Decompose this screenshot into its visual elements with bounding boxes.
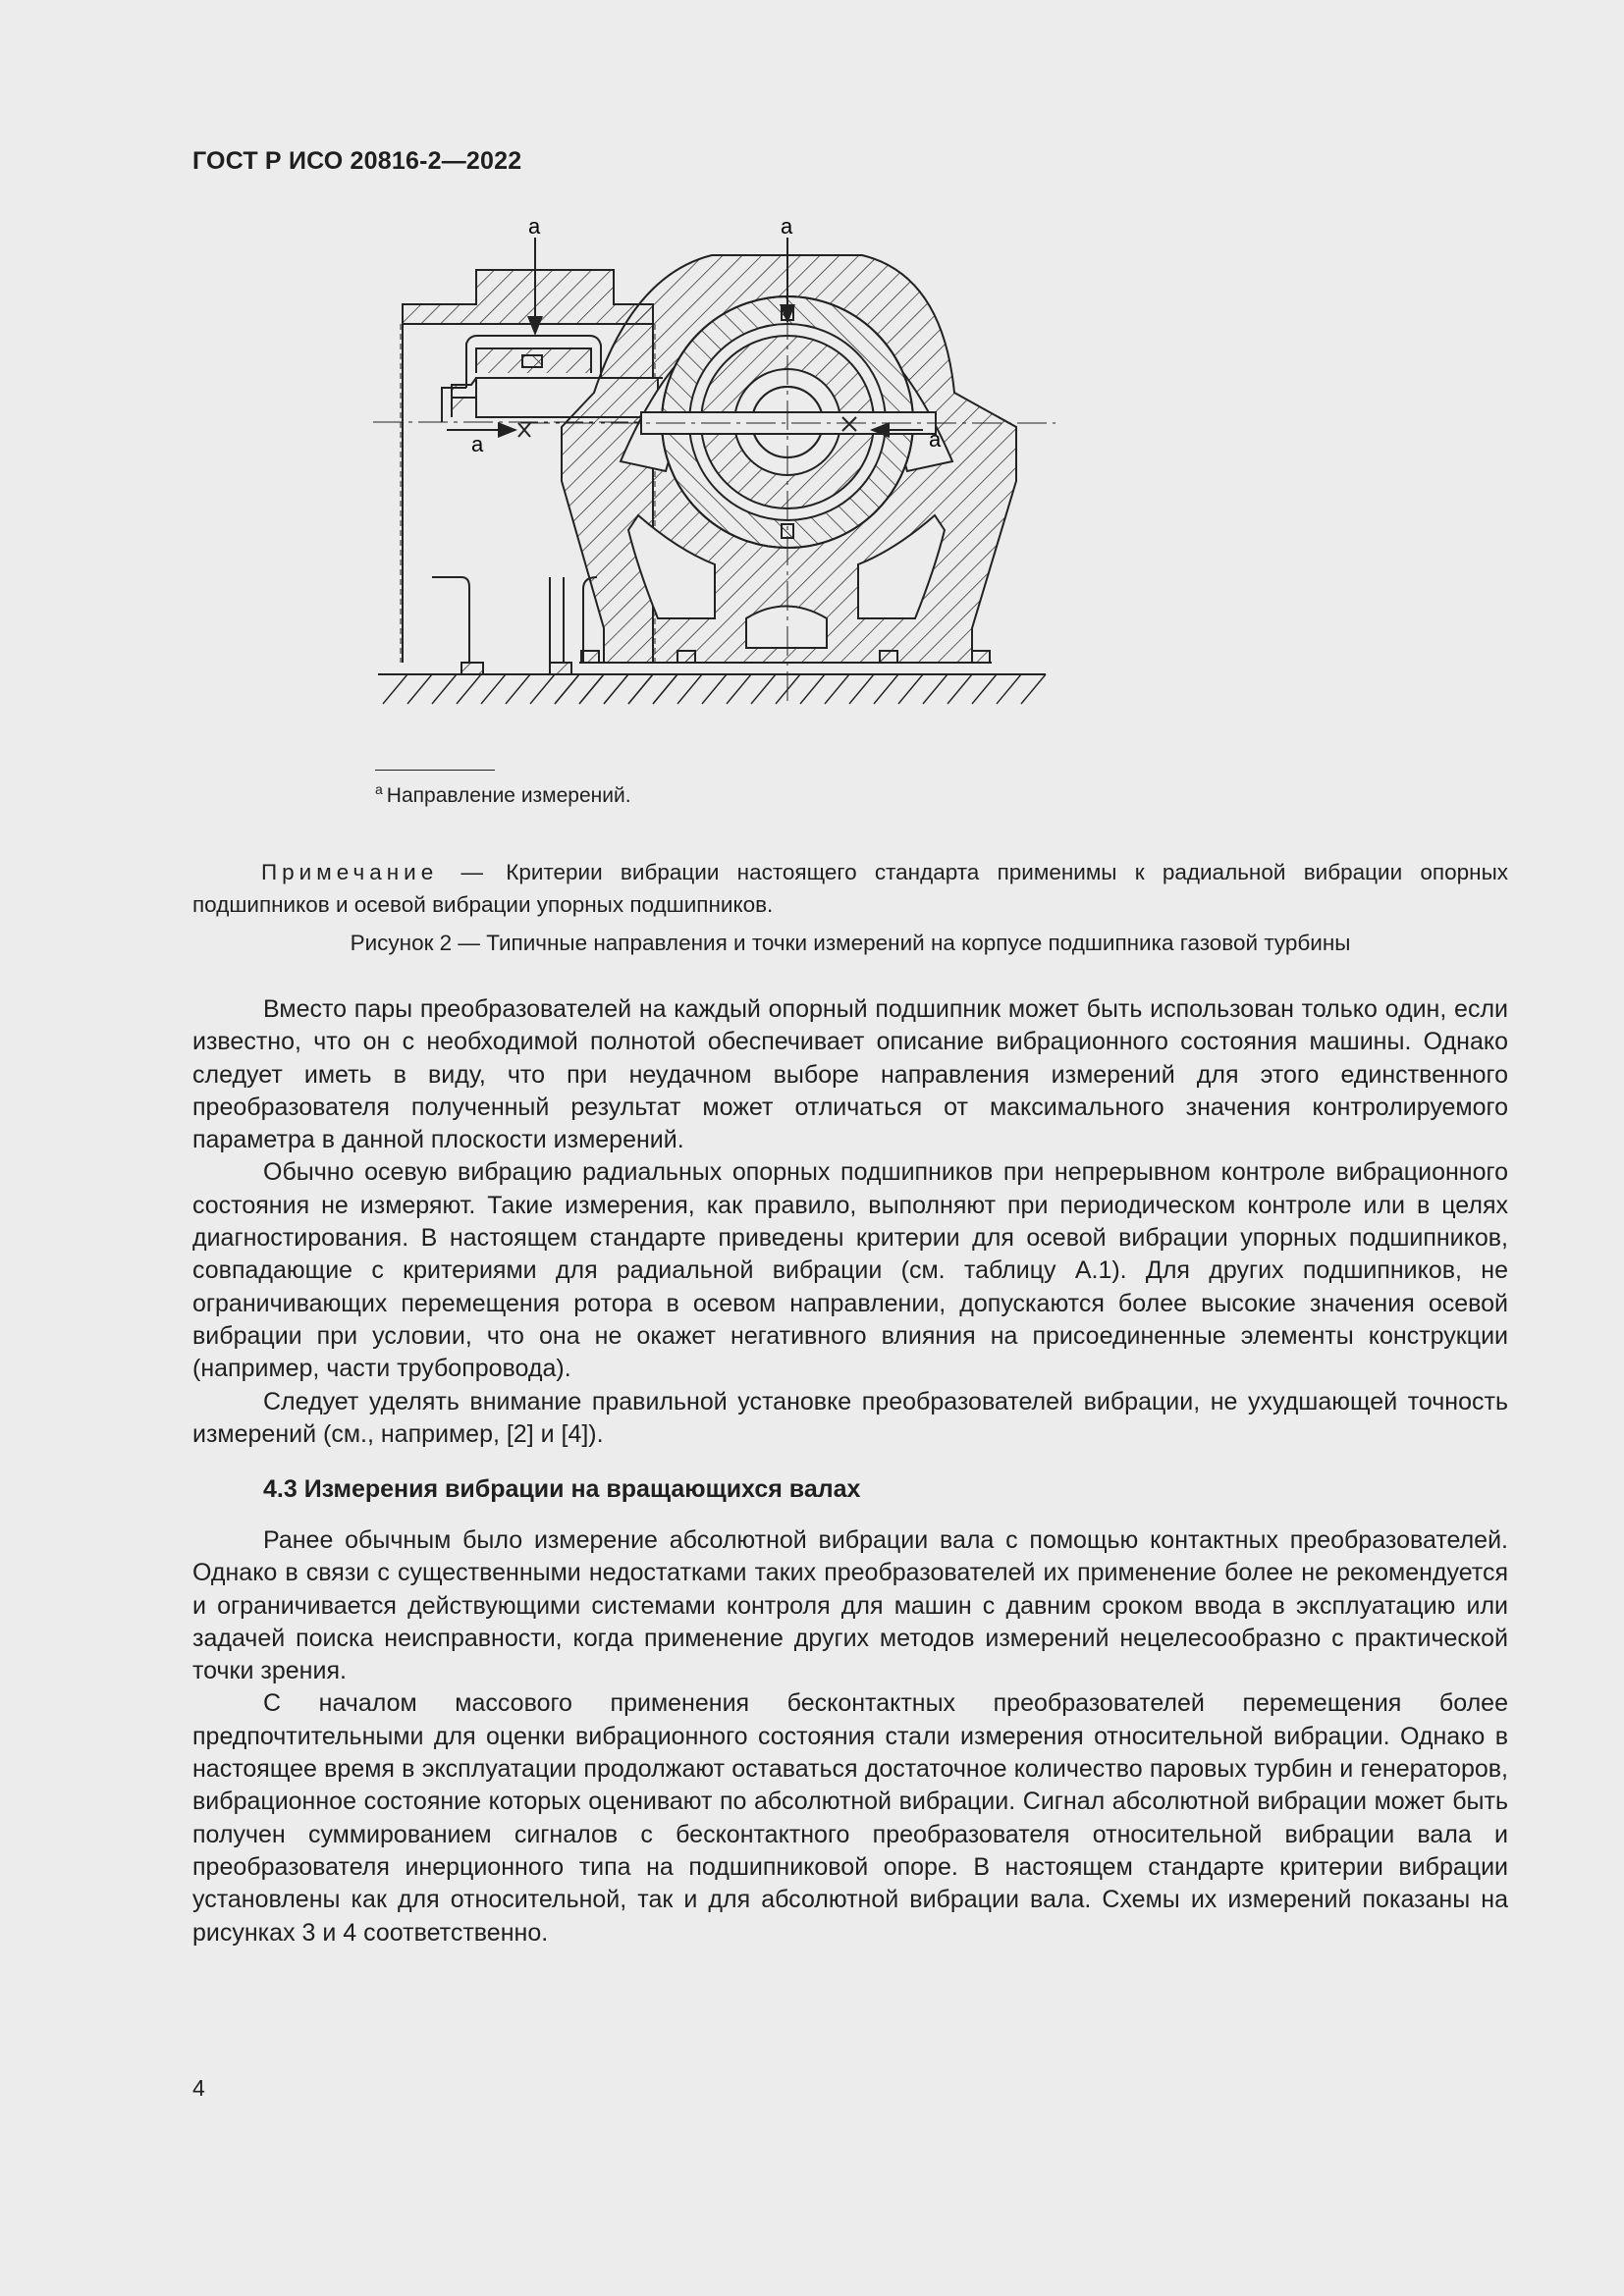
label-a-radial: a: [929, 427, 942, 452]
paragraph: Вместо пары преобразователей на каждый опорный подшипник может быть использован только один, если известно, что он с необходимой полнотой обеспечивает описание вибрационного состояния машины. Однако следует иметь в виду, что при неудачном выборе направления измерений для этого единственного преобразователя полученный результат может отличаться от максимального значения контролируемого параметра в данной плоскости измерений.: [192, 995, 1508, 1154]
body-text-block-1: [192, 993, 1508, 1451]
body-text-block-2: [192, 1524, 1508, 1949]
note-text: Критерии вибрации настоящего стандарта применимы к радиальной вибрации опорных подшипников и осевой вибрации упорных подшипников.: [192, 860, 1508, 917]
label-a-axial: a: [471, 432, 484, 456]
figure-bearing-diagram: [353, 216, 1355, 766]
footnote-divider: [375, 770, 495, 771]
paragraph: Ранее обычным было измерение абсолютной вибрации вала с помощью контактных преобразователей. Однако в связи с существенными недостатками таких преобразователей их применение более не рекомендуется и ограничивается действующими системами контроля для машин с давним сроком ввода в эксплуатацию или задачей поиска неисправности, когда применение других методов измерений нецелесообразно с практической точки зрения.: [192, 1526, 1508, 1685]
figure-note: [192, 856, 1508, 921]
document-header: ГОСТ Р ИСО 20816-2—2022: [192, 147, 522, 175]
section-heading: 4.3 Измерения вибрации на вращающихся валах: [263, 1475, 861, 1503]
footnote-marker: a: [375, 781, 383, 797]
bearing-diagram-svg: [353, 216, 1355, 766]
footnote-text: Направление измерений.: [386, 784, 631, 807]
label-a-top-left: a: [528, 216, 541, 239]
page-number: 4: [192, 2075, 205, 2101]
paragraph: С началом массового применения бесконтактных преобразователей перемещения более предпочтительными для оценки вибрационного состояния стали измерения относительной вибрации. Однако в настоящее время в эксплуатации продолжают оставаться достаточное количество паровых турбин и генераторов, вибрационное состояние которых оценивают по абсолютной вибрации. Сигнал абсолютной вибрации может быть получен суммированием сигналов с бесконтактного преобразователя относительной вибрации вала и преобразователя инерционного типа на подшипниковой опоре. В настоящем стандарте критерии вибрации установлены как для относительной, так и для абсолютной вибрации вала. Схемы их измерений показаны на рисунках 3 и 4 соответственно.: [192, 1689, 1508, 1947]
label-a-top-right: a: [781, 216, 793, 239]
figure-caption: Рисунок 2 — Типичные направления и точки измерений на корпусе подшипника газовой турбины: [350, 931, 1351, 955]
figure-footnote: [375, 781, 631, 808]
paragraph: Обычно осевую вибрацию радиальных опорных подшипников при непрерывном контроле вибрационного состояния не измеряют. Такие измерения, как правило, выполняют при периодическом контроле или в целях диагностирования. В настоящем стандарте приведены критерии для осевой вибрации упорных подшипников, совпадающие с критериями для радиальной вибрации (см. таблицу А.1). Для других подшипников, не ограничивающих перемещения ротора в осевом направлении, допускаются более высокие значения осевой вибрации при условии, что она не окажет негативного влияния на присоединенные элементы конструкции (например, части трубопровода).: [192, 1158, 1508, 1383]
note-lead: Примечание —: [261, 860, 488, 884]
paragraph: Следует уделять внимание правильной установке преобразователей вибрации, не ухудшающей точность измерений (см., например, [2] и [4]).: [192, 1387, 1508, 1448]
